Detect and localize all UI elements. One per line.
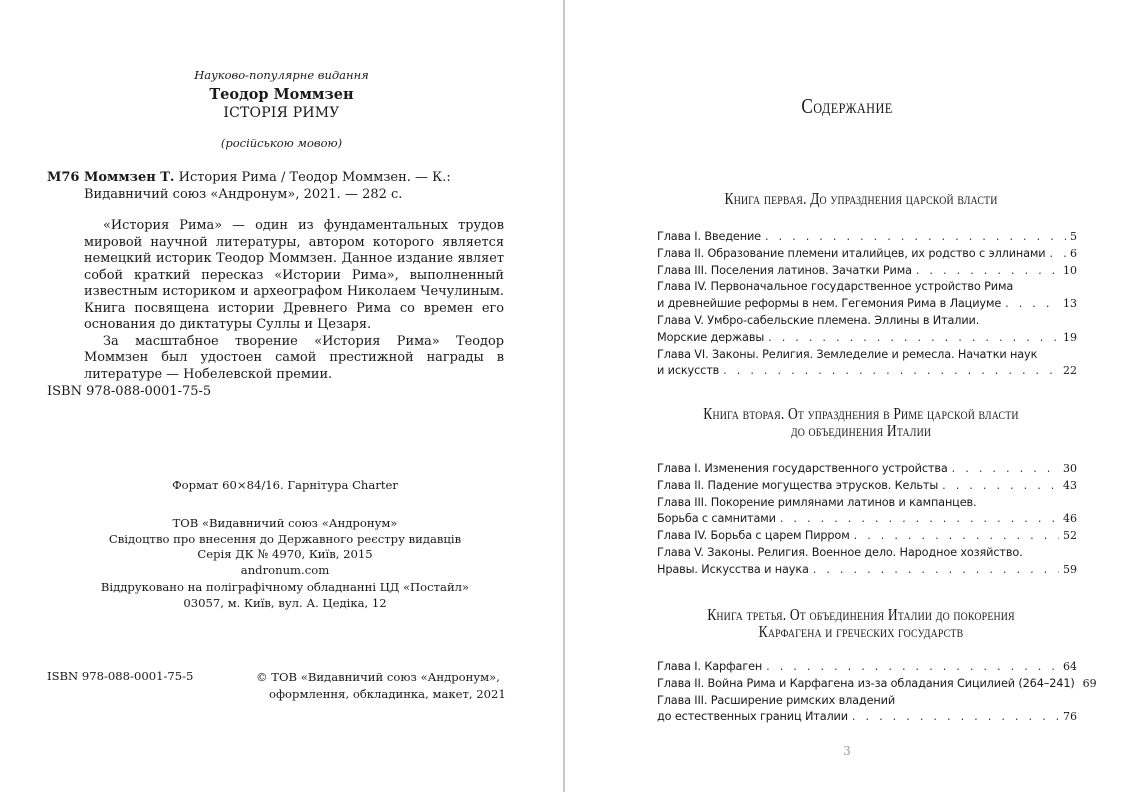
isbn-top: ISBN 978-088-0001-75-5 xyxy=(47,384,212,399)
chapter-page-number: 52 xyxy=(1063,529,1077,543)
chapter-title-line: Глава IV. Первоначальное государственное устройство Рима xyxy=(657,280,1014,294)
chapter-line xyxy=(657,478,1077,495)
annotation-paragraph: За масштабное творение «История Рима» Теодор Моммзен был удостоен самой престижной награды в литературе — Нобелевской премии. xyxy=(84,333,504,382)
format-info: Формат 60×84/16. Гарнітура Charter xyxy=(172,478,398,492)
book-heading xyxy=(645,405,1077,439)
chapter-page-number: 6 xyxy=(1070,246,1077,260)
dot-leader xyxy=(952,461,1059,478)
chapter-line xyxy=(657,709,1077,726)
chapter-title: Глава II. Падение могущества этрусков. Кельты xyxy=(657,478,939,492)
chapter-title: и древнейшие реформы в нем. Гегемония Рима в Лациуме xyxy=(657,297,1002,311)
chapter-line xyxy=(657,659,1077,676)
page-number: 3 xyxy=(843,744,851,758)
chapter-list xyxy=(657,229,1077,380)
copyright-notice xyxy=(256,669,506,703)
book-heading-line: Книга вторая. От упразднения в Риме царской власти xyxy=(703,404,1019,423)
book-heading-line: Книга третья. От объединения Италии до покорения xyxy=(707,605,1015,624)
dot-leader xyxy=(916,263,1059,280)
publisher-line: Свідоцтво про внесення до Державного реєстру видавців xyxy=(108,531,462,546)
dot-leader xyxy=(765,229,1066,246)
chapter-title-line: Глава V. Умбро-сабельские племена. Эллины в Италии. xyxy=(657,313,980,327)
chapter-line xyxy=(657,461,1077,478)
chapter-page-number: 64 xyxy=(1063,660,1077,673)
toc-entry[interactable] xyxy=(657,495,1077,529)
toc-entry[interactable] xyxy=(657,545,1077,579)
chapter-page-number: 59 xyxy=(1063,562,1077,576)
chapter-page-number: 5 xyxy=(1070,230,1077,243)
book-heading-line: до объединения Италии xyxy=(790,421,932,440)
chapter-line xyxy=(657,511,1077,528)
bibliographic-author: Моммзен Т. xyxy=(84,170,175,185)
bibliographic-text xyxy=(84,169,507,203)
chapter-title: Борьба с самнитами xyxy=(657,512,776,526)
chapter-line xyxy=(657,562,1077,579)
toc-entry[interactable] xyxy=(657,229,1077,246)
toc-entry[interactable] xyxy=(657,313,1077,347)
chapter-title: Нравы. Искусства и наука xyxy=(657,562,809,576)
publisher-line: Серія ДК № 4970, Київ, 2015 xyxy=(197,547,373,561)
dot-leader xyxy=(852,709,1059,726)
chapter-title-line: Глава III. Покорение римлянами латинов и кампанцев. xyxy=(657,495,977,509)
bibliographic-record xyxy=(47,169,507,203)
chapter-line xyxy=(657,246,1077,263)
printer-info xyxy=(60,580,510,611)
copyright-line: © ТОВ «Видавничий союз «Андронум», xyxy=(256,670,500,684)
dot-leader xyxy=(854,528,1059,545)
chapter-page-number: 43 xyxy=(1063,478,1077,492)
book-heading xyxy=(645,606,1077,640)
printer-address: 03057, м. Київ, вул. А. Цедіка, 12 xyxy=(183,595,387,610)
chapter-page-number: 19 xyxy=(1063,330,1077,344)
publisher-info xyxy=(60,516,510,578)
right-page-contents xyxy=(565,0,1129,794)
publisher-line: ТОВ «Видавничий союз «Андронум» xyxy=(172,516,398,530)
toc-entry[interactable] xyxy=(657,347,1077,381)
dot-leader xyxy=(1005,296,1059,313)
chapter-title: и искусств xyxy=(657,364,720,378)
toc-entry[interactable] xyxy=(657,461,1077,478)
chapter-title-line: Глава III. Расширение римских владений xyxy=(657,693,896,707)
dot-leader xyxy=(723,363,1059,380)
chapter-line xyxy=(657,676,1097,693)
toc-entry[interactable] xyxy=(657,478,1077,495)
left-page-imprint xyxy=(0,0,563,794)
chapter-line xyxy=(657,528,1077,545)
toc-entry[interactable] xyxy=(657,263,1077,280)
annotation-paragraph: «История Рима» — один из фундаментальных трудов мировой научной литературы, автором которого является немецкий историк Теодор Моммзен. Данное издание являет собой краткий пересказ «Истории Рима», выполненный известным историком и археографом Николаем Чечулиным. Книга посвящена истории Древнего Рима со времен его основания до диктатуры Суллы и Цезаря. xyxy=(84,218,504,332)
chapter-title: Глава I. Изменения государственного устройства xyxy=(657,462,948,475)
chapter-page-number: 76 xyxy=(1063,710,1077,724)
chapter-line xyxy=(657,330,1077,347)
book-title: ІСТОРІЯ РИМУ xyxy=(223,105,340,121)
printer-line: Віддруковано на поліграфічному обладнанні ЦД «Постайл» xyxy=(100,580,470,594)
chapter-page-number: 22 xyxy=(1063,364,1077,378)
dot-leader xyxy=(780,511,1059,528)
chapter-line xyxy=(657,296,1077,313)
dot-leader xyxy=(766,659,1059,676)
chapter-title: Глава IV. Борьба с царем Пирром xyxy=(657,529,850,543)
chapter-page-number: 10 xyxy=(1063,263,1077,277)
chapter-line xyxy=(657,263,1077,280)
isbn-bottom: ISBN 978-088-0001-75-5 xyxy=(47,669,194,683)
chapter-title: Глава I. Карфаген xyxy=(657,660,763,673)
author-name: Теодор Моммзен xyxy=(209,86,354,103)
publisher-website: andronum.com xyxy=(240,562,330,577)
chapter-title-line: Глава VI. Законы. Религия. Земледелие и ремесла. Начатки наук xyxy=(657,347,1038,361)
classification-code: М76 xyxy=(47,170,80,185)
chapter-title: Глава II. Война Рима и Карфагена из-за обладания Сицилией (264–241) xyxy=(657,676,1075,690)
chapter-line xyxy=(657,363,1077,380)
toc-entry[interactable] xyxy=(657,693,1077,727)
book-heading-line: Книга первая. До упразднения царской власти xyxy=(724,189,998,208)
toc-entry[interactable] xyxy=(657,528,1077,545)
dot-leader xyxy=(813,562,1059,579)
chapter-line xyxy=(657,229,1077,246)
contents-title: Содержание xyxy=(801,94,893,118)
chapter-title-line: Глава V. Законы. Религия. Военное дело. Народное хозяйство. xyxy=(657,545,1023,559)
chapter-title: Морские державы xyxy=(657,330,765,344)
chapter-page-number: 46 xyxy=(1063,512,1077,526)
dot-leader xyxy=(768,330,1059,347)
chapter-page-number: 69 xyxy=(1082,676,1097,690)
genre-label: Науково-популярне видання xyxy=(194,68,369,82)
book-heading-line: Карфагена и греческих государств xyxy=(758,622,964,641)
chapter-list xyxy=(657,659,1097,726)
chapter-page-number: 30 xyxy=(1063,462,1077,475)
chapter-title: до естественных границ Италии xyxy=(657,710,848,724)
chapter-title: Глава II. Образование племени италийцев, их родство с эллинами xyxy=(657,246,1046,260)
annotation xyxy=(84,218,504,383)
chapter-page-number: 13 xyxy=(1063,297,1077,311)
dot-leader xyxy=(942,478,1059,495)
bibliographic-description: История Рима / Теодор Моммзен. — К.: Видавничий союз «Андронум», 2021. — 282 с. xyxy=(84,170,451,202)
toc-entry[interactable] xyxy=(657,279,1077,313)
dot-leader xyxy=(1049,246,1066,263)
copyright-line: оформлення, обкладинка, макет, 2021 xyxy=(269,687,506,701)
language-note: (російською мовою) xyxy=(220,136,343,150)
toc-entry[interactable] xyxy=(657,246,1077,263)
toc-entry[interactable] xyxy=(657,659,1077,676)
chapter-list xyxy=(657,461,1077,579)
toc-entry[interactable] xyxy=(657,676,1097,693)
chapter-title: Глава III. Поселения латинов. Зачатки Рима xyxy=(657,263,912,277)
book-heading xyxy=(645,190,1077,207)
chapter-title: Глава I. Введение xyxy=(657,230,761,243)
